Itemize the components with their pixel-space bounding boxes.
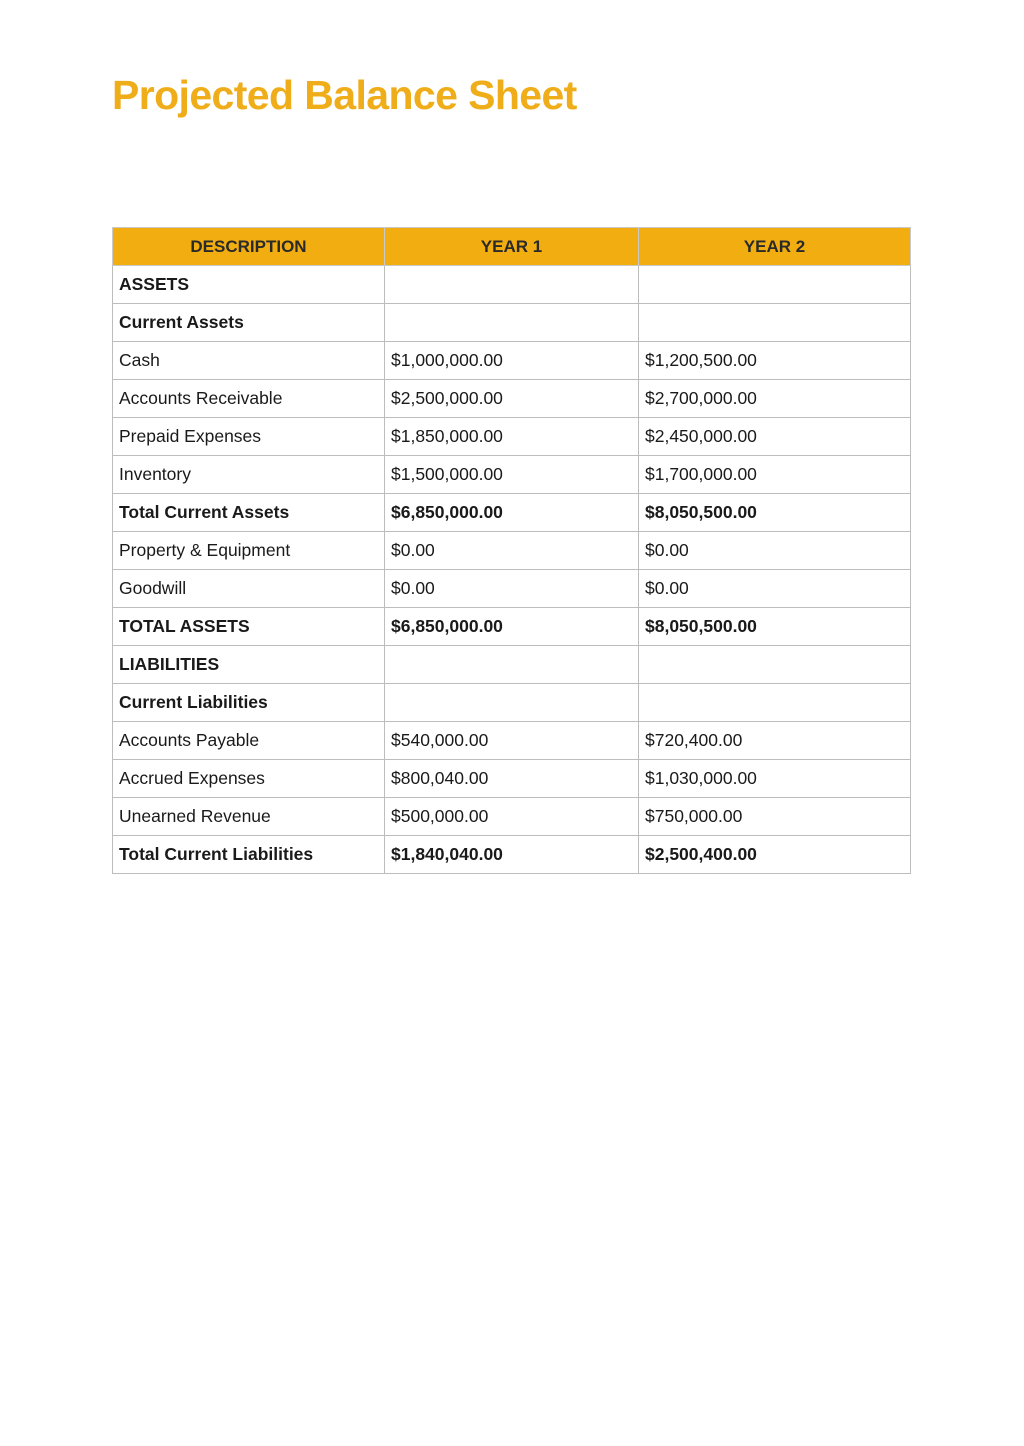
table-row bbox=[113, 722, 911, 760]
cell-year-1: $1,000,000.00 bbox=[385, 342, 639, 380]
cell-year-2: $0.00 bbox=[639, 532, 911, 570]
table-row bbox=[113, 760, 911, 798]
table-row bbox=[113, 418, 911, 456]
table-body bbox=[113, 266, 911, 874]
column-header-year-2: YEAR 2 bbox=[639, 228, 911, 266]
table-row bbox=[113, 266, 911, 304]
balance-sheet-table bbox=[112, 227, 911, 874]
cell-year-1: $2,500,000.00 bbox=[385, 380, 639, 418]
cell-year-1: $0.00 bbox=[385, 532, 639, 570]
cell-year-1: $0.00 bbox=[385, 570, 639, 608]
cell-year-2: $2,500,400.00 bbox=[639, 836, 911, 874]
page-title: Projected Balance Sheet bbox=[112, 72, 577, 118]
column-header-description: DESCRIPTION bbox=[113, 228, 385, 266]
cell-year-1: $540,000.00 bbox=[385, 722, 639, 760]
cell-description: LIABILITIES bbox=[113, 646, 385, 684]
cell-description: Total Current Liabilities bbox=[113, 836, 385, 874]
table-row bbox=[113, 342, 911, 380]
cell-year-2: $8,050,500.00 bbox=[639, 494, 911, 532]
cell-year-1: $500,000.00 bbox=[385, 798, 639, 836]
cell-year-1: $1,500,000.00 bbox=[385, 456, 639, 494]
cell-description: Property & Equipment bbox=[113, 532, 385, 570]
cell-year-2 bbox=[639, 684, 911, 722]
cell-year-2: $1,700,000.00 bbox=[639, 456, 911, 494]
cell-year-2: $2,450,000.00 bbox=[639, 418, 911, 456]
cell-description: Total Current Assets bbox=[113, 494, 385, 532]
cell-description: Current Liabilities bbox=[113, 684, 385, 722]
cell-description: Prepaid Expenses bbox=[113, 418, 385, 456]
cell-year-2: $750,000.00 bbox=[639, 798, 911, 836]
cell-year-1 bbox=[385, 304, 639, 342]
cell-year-2 bbox=[639, 304, 911, 342]
column-header-year-1: YEAR 1 bbox=[385, 228, 639, 266]
table-row bbox=[113, 798, 911, 836]
table-row bbox=[113, 684, 911, 722]
cell-year-2 bbox=[639, 266, 911, 304]
cell-year-1: $800,040.00 bbox=[385, 760, 639, 798]
cell-year-1: $6,850,000.00 bbox=[385, 494, 639, 532]
cell-year-2: $8,050,500.00 bbox=[639, 608, 911, 646]
cell-year-2: $0.00 bbox=[639, 570, 911, 608]
cell-year-2: $1,030,000.00 bbox=[639, 760, 911, 798]
cell-year-1 bbox=[385, 684, 639, 722]
table-row bbox=[113, 494, 911, 532]
cell-year-1: $6,850,000.00 bbox=[385, 608, 639, 646]
table-row bbox=[113, 380, 911, 418]
table-row bbox=[113, 836, 911, 874]
cell-description: Inventory bbox=[113, 456, 385, 494]
table-row bbox=[113, 532, 911, 570]
cell-year-2: $1,200,500.00 bbox=[639, 342, 911, 380]
cell-description: Accounts Receivable bbox=[113, 380, 385, 418]
cell-description: Accounts Payable bbox=[113, 722, 385, 760]
cell-year-1 bbox=[385, 266, 639, 304]
header-row bbox=[113, 228, 911, 266]
table-row bbox=[113, 608, 911, 646]
cell-description: Goodwill bbox=[113, 570, 385, 608]
cell-description: Unearned Revenue bbox=[113, 798, 385, 836]
cell-description: Cash bbox=[113, 342, 385, 380]
cell-description: Accrued Expenses bbox=[113, 760, 385, 798]
table-header bbox=[113, 228, 911, 266]
cell-year-1: $1,850,000.00 bbox=[385, 418, 639, 456]
cell-year-2: $720,400.00 bbox=[639, 722, 911, 760]
table-row bbox=[113, 646, 911, 684]
cell-description: TOTAL ASSETS bbox=[113, 608, 385, 646]
cell-year-1 bbox=[385, 646, 639, 684]
table-row bbox=[113, 304, 911, 342]
cell-description: Current Assets bbox=[113, 304, 385, 342]
cell-year-2 bbox=[639, 646, 911, 684]
table-row bbox=[113, 570, 911, 608]
cell-year-1: $1,840,040.00 bbox=[385, 836, 639, 874]
cell-description: ASSETS bbox=[113, 266, 385, 304]
cell-year-2: $2,700,000.00 bbox=[639, 380, 911, 418]
table-row bbox=[113, 456, 911, 494]
